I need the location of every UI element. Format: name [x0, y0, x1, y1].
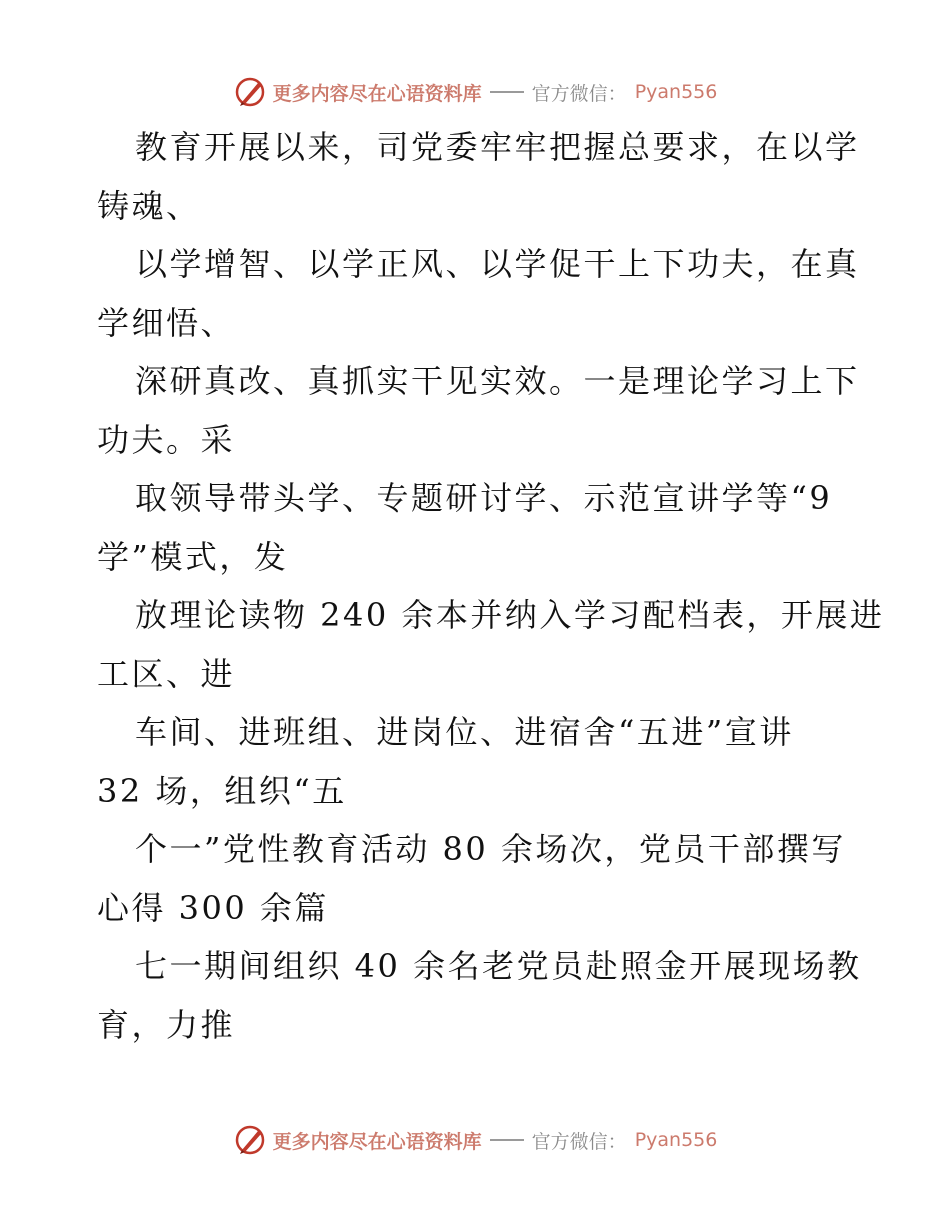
paragraph-line: 取领导带头学、专题研讨学、示范宣讲学等“9 — [135, 479, 833, 517]
paragraph-line: 学细悟、 — [97, 303, 236, 342]
watermark-divider — [490, 1139, 524, 1141]
paragraph-line: 七一期间组织 40 余名老党员赴照金开展现场教 — [135, 947, 862, 985]
watermark-account-id: Pyan556 — [634, 81, 718, 103]
watermark-account-label: 官方微信： — [531, 1130, 627, 1153]
paragraph-line: 深研真改、真抓实干见实效。一是理论学习上下 — [135, 362, 860, 400]
watermark-account-label: 官方微信： — [531, 82, 627, 105]
document-body — [97, 118, 885, 1054]
paragraph-line: 工区、进 — [97, 654, 236, 693]
watermark-account-id: Pyan556 — [634, 1129, 718, 1151]
watermark-footer — [0, 1120, 950, 1160]
watermark-text: 更多内容尽在心语资料库 — [272, 82, 482, 105]
paragraph-line: 心得 300 余篇 — [97, 888, 329, 927]
paragraph-line: 学”模式，发 — [97, 537, 289, 576]
pen-circle-logo-icon — [233, 75, 267, 109]
paragraph-line: 车间、进班组、进岗位、进宿舍“五进”宣讲 — [135, 713, 794, 751]
paragraph-line: 育，力推 — [97, 1005, 236, 1044]
watermark-header — [0, 72, 950, 112]
pen-circle-logo-icon — [233, 1123, 267, 1157]
paragraph-line: 教育开展以来，司党委牢牢把握总要求，在以学 — [135, 128, 860, 166]
paragraph-line: 个一”党性教育活动 80 余场次，党员干部撰写 — [135, 830, 846, 868]
paragraph-line: 铸魂、 — [97, 186, 201, 225]
watermark-divider — [490, 91, 524, 93]
paragraph-line: 功夫。采 — [97, 420, 236, 459]
paragraph-line: 32 场，组织“五 — [97, 771, 347, 810]
paragraph-line: 以学增智、以学正风、以学促干上下功夫，在真 — [135, 245, 860, 283]
paragraph-line: 放理论读物 240 余本并纳入学习配档表，开展进 — [135, 596, 885, 634]
watermark-text: 更多内容尽在心语资料库 — [272, 1130, 482, 1153]
